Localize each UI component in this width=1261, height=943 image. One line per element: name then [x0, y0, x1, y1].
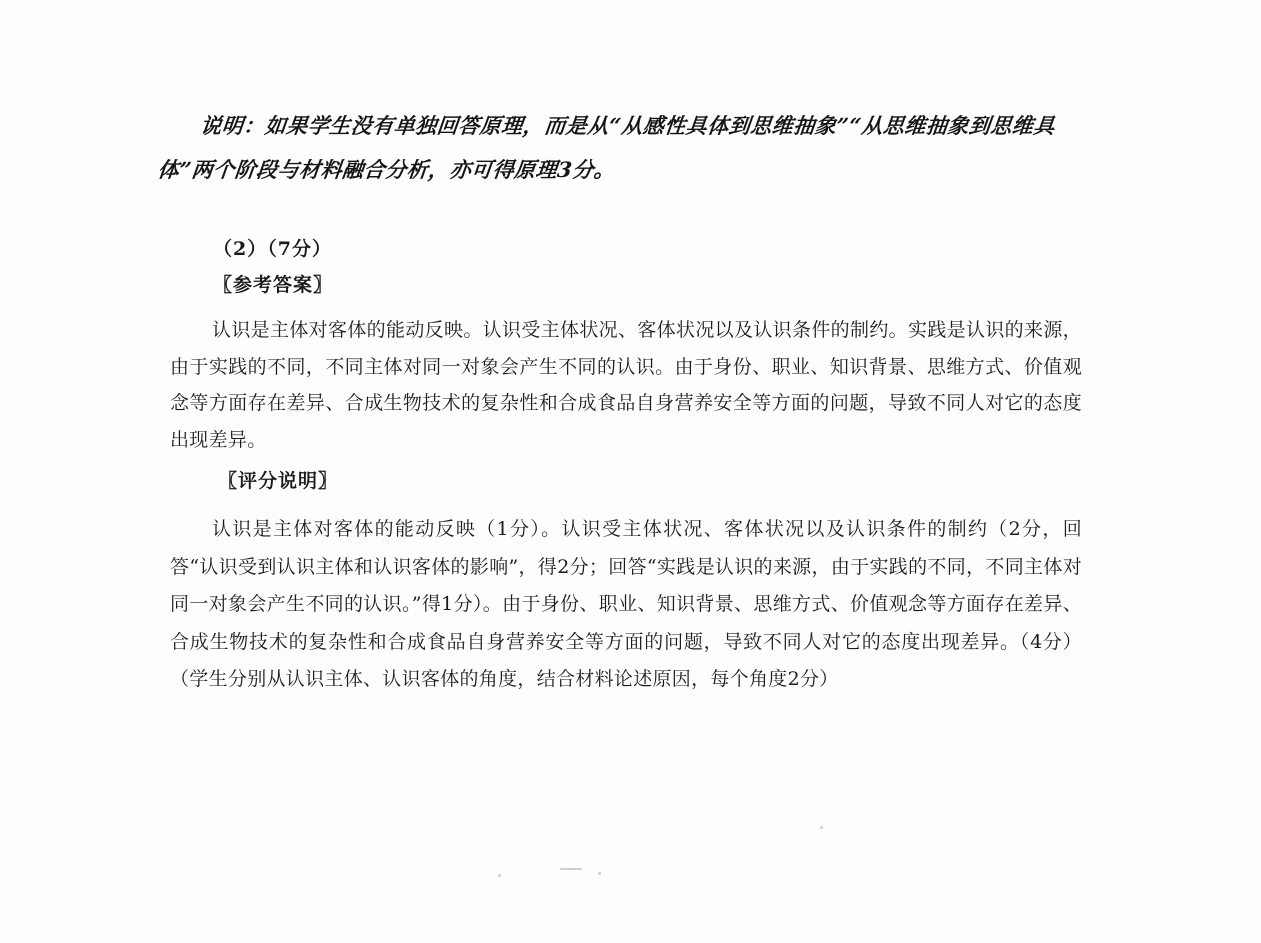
scoring-explanation-heading: 〖评分说明〗 — [218, 470, 339, 492]
scan-speck — [498, 874, 501, 877]
scoring-note: 说明：如果学生没有单独回答原理，而是从“从感性具体到思维抽象”“从思维抽象到思维具体”两个阶段与材料融合分析，亦可得原理3分。 — [156, 113, 1057, 182]
scoring-explanation-text: 认识是主体对客体的能动反映（1分）。认识受主体状况、客体状况以及认识条件的制约（2分，回答“认识受到认识主体和认识客体的影响”，得2分；回答“实践是认识的来源，由于实践的不同，不同主体对同一对象会产生不同的认识。”得1分）。由于身份、职业、知识背景、思维方式、价值观念等方面存在差异、合成生物技术的复杂性和合成食品自身营养安全等方面的问题，导致不同人对它的态度出现差异。（4分）（学生分别从认识主体、认识客体的角度，结合材料论述原因，每个角度2分） — [170, 518, 1082, 690]
scan-speck — [820, 826, 823, 829]
reference-answer-text: 认识是主体对客体的能动反映。认识受主体状况、客体状况以及认识条件的制约。实践是认识的来源，由于实践的不同，不同主体对同一对象会产生不同的认识。由于身份、职业、知识背景、思维方式、价值观念等方面存在差异、合成生物技术的复杂性和合成食品自身营养安全等方面的问题，导致不同人对它的态度出现差异。 — [170, 319, 1082, 451]
scan-speck — [598, 872, 601, 875]
question-label: （2）（7分） — [213, 238, 332, 260]
scan-speck — [560, 868, 582, 870]
reference-answer-heading: 〖参考答案〗 — [213, 274, 334, 296]
